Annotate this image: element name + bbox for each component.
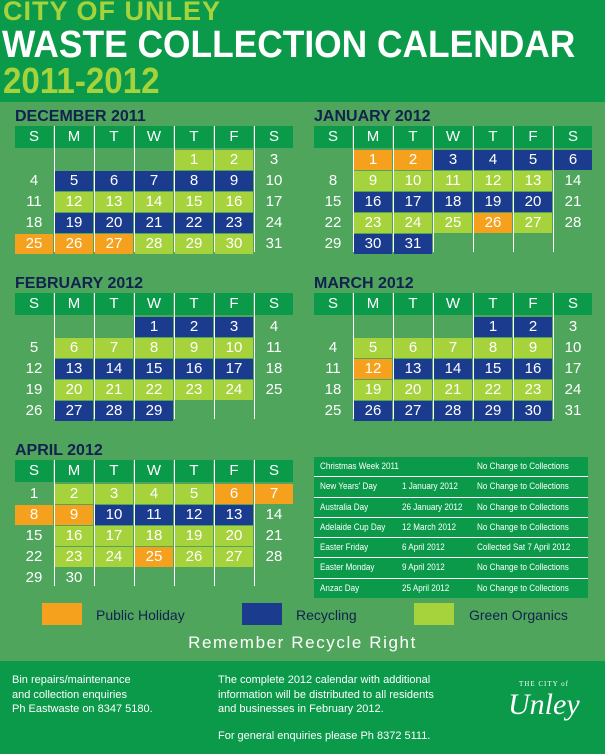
day-cell — [434, 234, 472, 254]
month-title: APRIL 2012 — [15, 442, 103, 459]
holiday-note-row — [314, 457, 588, 477]
year-range: 2011-2012 — [3, 60, 160, 101]
legend-recycling-label: Recycling — [296, 607, 357, 623]
holiday-note-row — [314, 518, 588, 538]
day-cell: 2 — [55, 484, 93, 504]
day-cell: 16 — [55, 526, 93, 546]
day-cell: 2 — [394, 150, 432, 170]
holiday-date: 1 January 2012 — [402, 481, 458, 492]
day-cell: 28 — [265, 548, 283, 565]
day-cell: 19 — [354, 380, 392, 400]
day-cell: 16 — [215, 192, 253, 212]
day-cell: 26 — [354, 401, 392, 421]
day-cell: 13 — [95, 192, 133, 212]
day-cell — [175, 401, 213, 421]
day-cell — [95, 150, 133, 170]
day-cell — [314, 150, 352, 170]
day-cell: 14 — [434, 359, 472, 379]
day-cell: 9 — [175, 338, 213, 358]
day-cell: 5 — [175, 484, 213, 504]
day-cell — [474, 234, 512, 254]
day-cell: 13 — [394, 359, 432, 379]
day-cell: 2 — [175, 317, 213, 337]
day-cell: 9 — [55, 505, 93, 525]
day-cell: 21 — [95, 380, 133, 400]
day-cell — [135, 150, 173, 170]
day-cell: 27 — [215, 547, 253, 567]
day-cell: 19 — [55, 213, 93, 233]
day-cell: 13 — [215, 505, 253, 525]
day-cell: 21 — [564, 193, 582, 210]
day-cell — [95, 317, 133, 337]
day-cell: 29 — [135, 401, 173, 421]
day-cell — [215, 568, 253, 588]
weekday-header: S — [314, 293, 352, 315]
day-cell: 28 — [135, 234, 173, 254]
weekday-header: T — [175, 460, 213, 482]
day-cell: 22 — [175, 213, 213, 233]
holiday-event: Christmas Week 2011 — [320, 461, 399, 471]
day-cell: 25 — [324, 402, 342, 419]
holiday-event: New Years' Day — [320, 481, 377, 492]
day-cell: 12 — [474, 171, 512, 191]
day-cell: 24 — [394, 213, 432, 233]
weekday-header: T — [474, 126, 512, 148]
day-cell: 15 — [25, 527, 43, 544]
day-cell: 25 — [434, 213, 472, 233]
day-cell: 26 — [55, 234, 93, 254]
day-cell: 22 — [474, 380, 512, 400]
holiday-event: Adelaide Cup Day — [320, 521, 386, 532]
day-cell: 24 — [265, 214, 283, 231]
weekday-header: F — [215, 293, 253, 315]
weekday-header: M — [55, 460, 93, 482]
day-cell — [394, 317, 432, 337]
footer-bin-enquiries: Bin repairs/maintenance and collection enquiries Ph Eastwaste on 8347 5180. — [12, 674, 153, 715]
day-cell: 30 — [65, 569, 83, 586]
day-cell: 5 — [29, 339, 39, 356]
day-cell — [95, 568, 133, 588]
day-cell: 10 — [564, 339, 582, 356]
day-cell — [55, 150, 93, 170]
day-cell: 27 — [514, 213, 552, 233]
day-cell: 9 — [514, 338, 552, 358]
month-title: DECEMBER 2011 — [15, 108, 146, 125]
day-cell: 15 — [175, 192, 213, 212]
green-organics-swatch — [414, 603, 454, 625]
day-cell: 8 — [328, 172, 338, 189]
day-cell: 7 — [95, 338, 133, 358]
day-cell: 22 — [25, 548, 43, 565]
day-cell: 15 — [474, 359, 512, 379]
day-cell: 29 — [474, 401, 512, 421]
holiday-event: Easter Friday — [320, 542, 369, 553]
holiday-date: 25 April 2012 — [402, 582, 450, 593]
day-cell: 15 — [135, 359, 173, 379]
holiday-date: 6 April 2012 — [402, 542, 445, 553]
day-cell: 1 — [29, 485, 39, 502]
holiday-event: Anzac Day — [320, 582, 360, 593]
day-cell: 25 — [15, 234, 53, 254]
day-cell: 1 — [175, 150, 213, 170]
holiday-date: 9 April 2012 — [402, 562, 445, 573]
day-cell: 29 — [25, 569, 43, 586]
day-cell: 23 — [215, 213, 253, 233]
holiday-event: Australia Day — [320, 501, 369, 512]
weekday-header: M — [354, 126, 392, 148]
day-cell: 20 — [514, 192, 552, 212]
day-cell: 18 — [25, 214, 43, 231]
footer — [0, 661, 605, 754]
weekday-header: F — [514, 126, 552, 148]
day-cell: 31 — [265, 235, 283, 252]
day-cell: 10 — [265, 172, 283, 189]
day-cell: 3 — [215, 317, 253, 337]
day-cell: 4 — [269, 318, 279, 335]
weekday-header: F — [215, 460, 253, 482]
holiday-note-row — [314, 579, 588, 598]
footer-calendar-info: The complete 2012 calendar with additional information will be distributed to all residents and businesses in February 2012. — [218, 674, 434, 715]
day-cell: 13 — [514, 171, 552, 191]
day-cell: 22 — [135, 380, 173, 400]
day-cell: 9 — [215, 171, 253, 191]
day-cell: 12 — [175, 505, 213, 525]
weekday-header: T — [175, 126, 213, 148]
day-cell: 19 — [474, 192, 512, 212]
unley-logo: Unley — [508, 688, 580, 721]
day-cell — [314, 317, 352, 337]
weekday-header: M — [55, 126, 93, 148]
weekday-header: S — [15, 293, 53, 315]
day-cell: 30 — [514, 401, 552, 421]
day-cell — [175, 568, 213, 588]
day-cell: 20 — [215, 526, 253, 546]
day-cell — [15, 150, 53, 170]
day-cell: 18 — [135, 526, 173, 546]
weekday-header: S — [255, 293, 293, 315]
day-cell — [255, 568, 293, 588]
day-cell: 19 — [175, 526, 213, 546]
day-cell: 14 — [95, 359, 133, 379]
day-cell: 26 — [175, 547, 213, 567]
holiday-note-row — [314, 558, 588, 578]
day-cell: 3 — [95, 484, 133, 504]
weekday-header: T — [175, 293, 213, 315]
day-cell: 10 — [215, 338, 253, 358]
day-cell: 24 — [215, 380, 253, 400]
day-cell: 14 — [135, 192, 173, 212]
day-cell: 8 — [474, 338, 512, 358]
day-cell: 16 — [354, 192, 392, 212]
weekday-header: S — [314, 126, 352, 148]
day-cell: 6 — [554, 150, 592, 170]
day-cell: 31 — [564, 402, 582, 419]
month-title: MARCH 2012 — [314, 275, 414, 292]
day-cell: 16 — [175, 359, 213, 379]
day-cell: 27 — [55, 401, 93, 421]
weekday-header: S — [15, 460, 53, 482]
day-cell: 23 — [514, 380, 552, 400]
day-cell: 27 — [95, 234, 133, 254]
day-cell: 9 — [354, 171, 392, 191]
weekday-header: W — [434, 126, 472, 148]
day-cell: 17 — [215, 359, 253, 379]
day-cell: 31 — [394, 234, 432, 254]
day-cell: 24 — [95, 547, 133, 567]
day-cell: 3 — [269, 151, 279, 168]
legend-holiday-label: Public Holiday — [96, 607, 185, 623]
day-cell: 15 — [324, 193, 342, 210]
day-cell: 10 — [95, 505, 133, 525]
day-cell: 28 — [434, 401, 472, 421]
day-cell: 10 — [394, 171, 432, 191]
weekday-header: S — [554, 293, 592, 315]
day-cell: 20 — [394, 380, 432, 400]
weekday-header: M — [55, 293, 93, 315]
collection-note: No Change to Collections — [477, 582, 569, 593]
day-cell: 28 — [564, 214, 582, 231]
slogan: Remember Recycle Right — [188, 633, 417, 652]
day-cell: 17 — [95, 526, 133, 546]
day-cell: 18 — [434, 192, 472, 212]
day-cell: 1 — [354, 150, 392, 170]
day-cell — [135, 568, 173, 588]
weekday-header: W — [135, 293, 173, 315]
day-cell: 4 — [328, 339, 338, 356]
day-cell: 7 — [255, 484, 293, 504]
weekday-header: W — [135, 460, 173, 482]
holiday-note-row — [314, 477, 588, 497]
day-cell: 25 — [135, 547, 173, 567]
day-cell: 16 — [514, 359, 552, 379]
day-cell: 2 — [215, 150, 253, 170]
day-cell: 14 — [265, 506, 283, 523]
day-cell: 5 — [354, 338, 392, 358]
weekday-header: W — [434, 293, 472, 315]
day-cell: 30 — [354, 234, 392, 254]
day-cell: 6 — [215, 484, 253, 504]
weekday-header: S — [15, 126, 53, 148]
day-cell: 26 — [25, 402, 43, 419]
weekday-header: T — [95, 460, 133, 482]
holiday-date: 26 January 2012 — [402, 501, 463, 512]
holiday-date: 12 March 2012 — [402, 521, 457, 532]
day-cell: 7 — [434, 338, 472, 358]
holiday-notes-table — [314, 457, 588, 598]
weekday-header: T — [394, 293, 432, 315]
month-title: FEBRUARY 2012 — [15, 275, 144, 292]
weekday-header: S — [255, 460, 293, 482]
day-cell: 1 — [135, 317, 173, 337]
day-cell: 4 — [135, 484, 173, 504]
day-cell: 23 — [354, 213, 392, 233]
weekday-header: W — [135, 126, 173, 148]
weekday-header: F — [215, 126, 253, 148]
weekday-header: M — [354, 293, 392, 315]
collection-note: No Change to Collections — [477, 521, 569, 532]
day-cell — [55, 317, 93, 337]
month-title: JANUARY 2012 — [314, 108, 431, 125]
day-cell: 8 — [15, 505, 53, 525]
day-cell: 27 — [394, 401, 432, 421]
page-title: WASTE COLLECTION CALENDAR — [2, 24, 576, 66]
day-cell: 30 — [215, 234, 253, 254]
collection-note: No Change to Collections — [477, 481, 569, 492]
day-cell: 12 — [55, 192, 93, 212]
day-cell — [215, 401, 253, 421]
collection-note: No Change to Collections — [477, 501, 569, 512]
day-cell: 1 — [474, 317, 512, 337]
day-cell: 3 — [568, 318, 578, 335]
collection-note: No Change to Collections — [477, 461, 569, 471]
day-cell: 8 — [175, 171, 213, 191]
day-cell: 13 — [55, 359, 93, 379]
day-cell: 6 — [95, 171, 133, 191]
org-name: CITY OF UNLEY — [3, 0, 222, 26]
day-cell — [354, 317, 392, 337]
day-cell: 21 — [265, 527, 283, 544]
day-cell — [255, 401, 293, 421]
day-cell: 26 — [474, 213, 512, 233]
day-cell: 5 — [514, 150, 552, 170]
recycling-swatch — [242, 603, 282, 625]
day-cell — [434, 317, 472, 337]
header-banner — [0, 0, 605, 102]
day-cell: 11 — [135, 505, 173, 525]
day-cell — [554, 234, 592, 254]
holiday-note-row — [314, 498, 588, 518]
footer-general-enquiries: For general enquiries please Ph 8372 5111. — [218, 730, 431, 742]
day-cell: 29 — [175, 234, 213, 254]
collection-note: Collected Sat 7 April 2012 — [477, 542, 571, 553]
day-cell: 11 — [266, 339, 282, 356]
day-cell: 3 — [434, 150, 472, 170]
day-cell: 22 — [324, 214, 342, 231]
day-cell: 11 — [325, 360, 341, 377]
weekday-header: T — [474, 293, 512, 315]
day-cell: 21 — [434, 380, 472, 400]
day-cell: 29 — [324, 235, 342, 252]
day-cell — [15, 317, 53, 337]
holiday-event: Easter Monday — [320, 562, 375, 573]
day-cell: 19 — [25, 381, 43, 398]
day-cell: 17 — [394, 192, 432, 212]
weekday-header: S — [255, 126, 293, 148]
day-cell: 12 — [25, 360, 43, 377]
day-cell: 4 — [474, 150, 512, 170]
weekday-header: F — [514, 293, 552, 315]
day-cell: 18 — [324, 381, 342, 398]
day-cell: 18 — [265, 360, 283, 377]
weekday-header: S — [554, 126, 592, 148]
day-cell: 6 — [55, 338, 93, 358]
weekday-header: T — [95, 293, 133, 315]
day-cell: 4 — [29, 172, 39, 189]
day-cell: 5 — [55, 171, 93, 191]
day-cell: 2 — [514, 317, 552, 337]
weekday-header: T — [394, 126, 432, 148]
legend-green-label: Green Organics — [469, 607, 568, 623]
day-cell: 12 — [354, 359, 392, 379]
day-cell: 17 — [564, 360, 582, 377]
day-cell: 25 — [265, 381, 283, 398]
day-cell: 17 — [265, 193, 283, 210]
collection-note: No Change to Collections — [477, 562, 569, 573]
holiday-swatch — [42, 603, 82, 625]
day-cell: 23 — [175, 380, 213, 400]
logo-caption: THE CITY of — [519, 680, 570, 688]
holiday-note-row — [314, 538, 588, 558]
day-cell: 23 — [55, 547, 93, 567]
day-cell: 11 — [26, 193, 42, 210]
weekday-header: T — [95, 126, 133, 148]
day-cell: 14 — [564, 172, 582, 189]
day-cell: 28 — [95, 401, 133, 421]
day-cell: 6 — [394, 338, 432, 358]
day-cell: 21 — [135, 213, 173, 233]
day-cell: 8 — [135, 338, 173, 358]
day-cell — [514, 234, 552, 254]
day-cell: 20 — [95, 213, 133, 233]
day-cell: 20 — [55, 380, 93, 400]
day-cell: 7 — [135, 171, 173, 191]
day-cell: 24 — [564, 381, 582, 398]
day-cell: 11 — [434, 171, 472, 191]
